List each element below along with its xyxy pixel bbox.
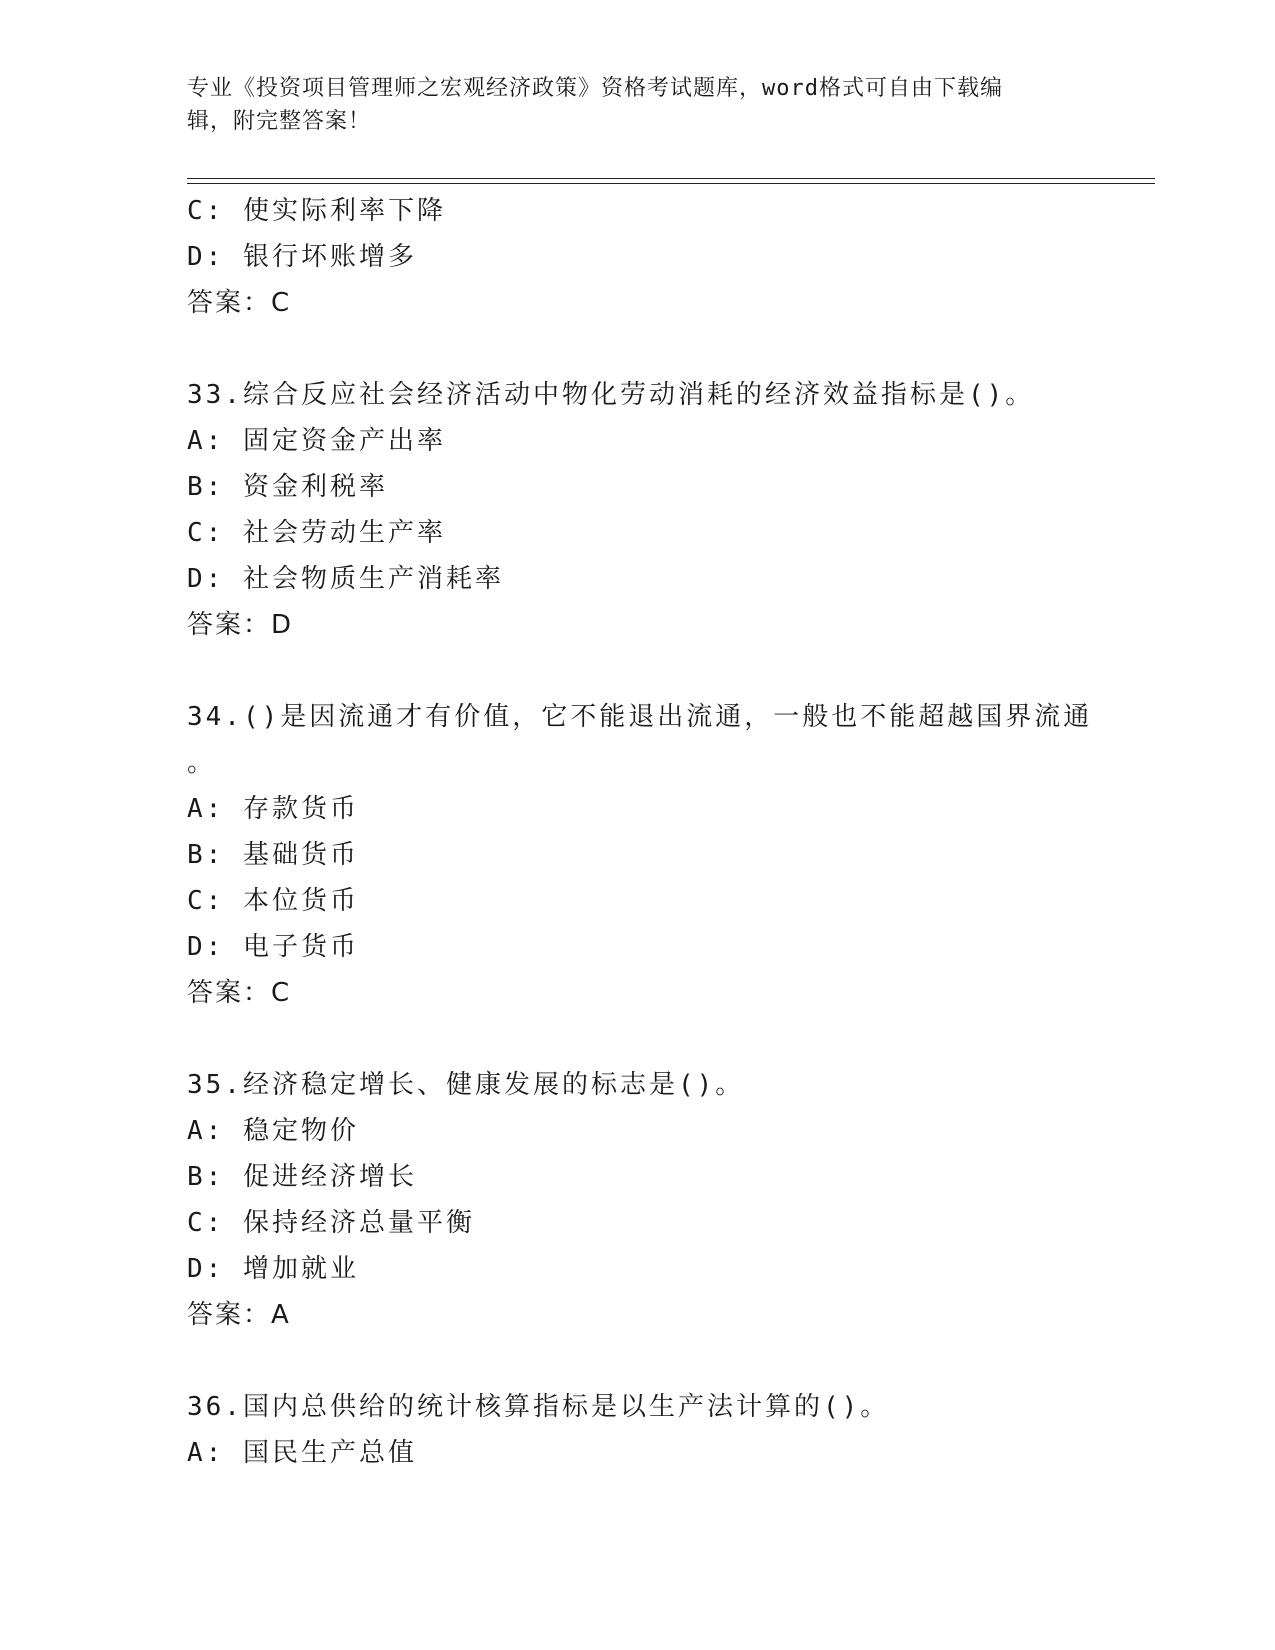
option-b: B: 基础货币	[187, 840, 359, 870]
answer: 答案：A	[187, 1300, 291, 1330]
question-35	[187, 1062, 1087, 1338]
question-text: 35.经济稳定增长、健康发展的标志是()。	[187, 1070, 745, 1100]
question-33	[187, 372, 1087, 648]
question-text-continued: 。	[187, 748, 217, 778]
question-34	[187, 694, 1093, 1016]
option-c: C: 社会劳动生产率	[187, 518, 446, 548]
option-d: D: 银行坏账增多	[187, 242, 417, 272]
question-text: 34.()是因流通才有价值，它不能退出流通，一般也不能超越国界流通	[187, 702, 1093, 732]
header-divider-bottom	[187, 183, 1155, 184]
option-c: C: 保持经济总量平衡	[187, 1208, 475, 1238]
option-a: A: 固定资金产出率	[187, 426, 446, 456]
question-list	[187, 188, 1093, 1476]
header-line-2: 辑，附完整答案！	[187, 109, 372, 134]
document-header	[187, 72, 1087, 138]
answer: 答案：C	[187, 288, 292, 318]
question-32-tail	[187, 188, 1087, 326]
header-divider-top	[187, 178, 1155, 179]
answer: 答案：C	[187, 978, 292, 1008]
question-text: 33.综合反应社会经济活动中物化劳动消耗的经济效益指标是()。	[187, 380, 1035, 410]
option-c: C: 使实际利率下降	[187, 196, 446, 226]
option-a: A: 稳定物价	[187, 1116, 359, 1146]
option-a: A: 存款货币	[187, 794, 359, 824]
question-text: 36.国内总供给的统计核算指标是以生产法计算的()。	[187, 1392, 890, 1422]
option-c: C: 本位货币	[187, 886, 359, 916]
option-b: B: 促进经济增长	[187, 1162, 417, 1192]
option-d: D: 电子货币	[187, 932, 359, 962]
header-line-1: 专业《投资项目管理师之宏观经济政策》资格考试题库，word格式可自由下载编	[187, 76, 1003, 101]
option-d: D: 增加就业	[187, 1254, 359, 1284]
option-d: D: 社会物质生产消耗率	[187, 564, 504, 594]
question-36	[187, 1384, 1087, 1476]
answer: 答案：D	[187, 610, 294, 640]
option-b: B: 资金利税率	[187, 472, 388, 502]
option-a: A: 国民生产总值	[187, 1438, 417, 1468]
